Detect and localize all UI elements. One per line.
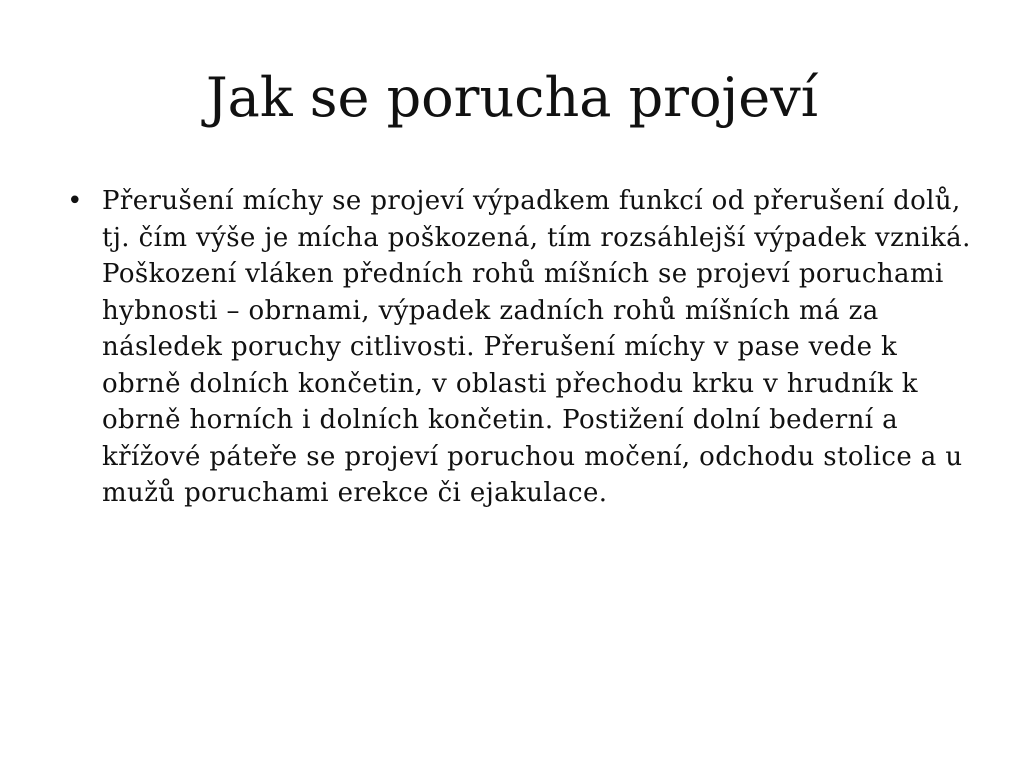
bullet-item — [60, 183, 980, 512]
bullet-icon: • — [67, 186, 83, 216]
slide-title: Jak se porucha projeví — [206, 66, 818, 129]
bullet-text: Přerušení míchy se projeví výpadkem funkcí od přerušení dolů, tj. čím výše je mícha poškozená, tím rozsáhlejší výpadek vzniká. Poškození vláken předních rohů míšních se projeví poruchami hybnosti – obrnami, výpadek zadních rohů míšních má za následek poruchy citlivosti. Přerušení míchy v pase vede k obrně dolních končetin, v oblasti přechodu krku v hrudník k obrně horních i dolních končetin. Postižení dolní bederní a křížové páteře se projeví poruchou močení, odchodu stolice a u mužů poruchami erekce či ejakulace. — [102, 186, 971, 508]
bullet-list — [60, 183, 980, 512]
